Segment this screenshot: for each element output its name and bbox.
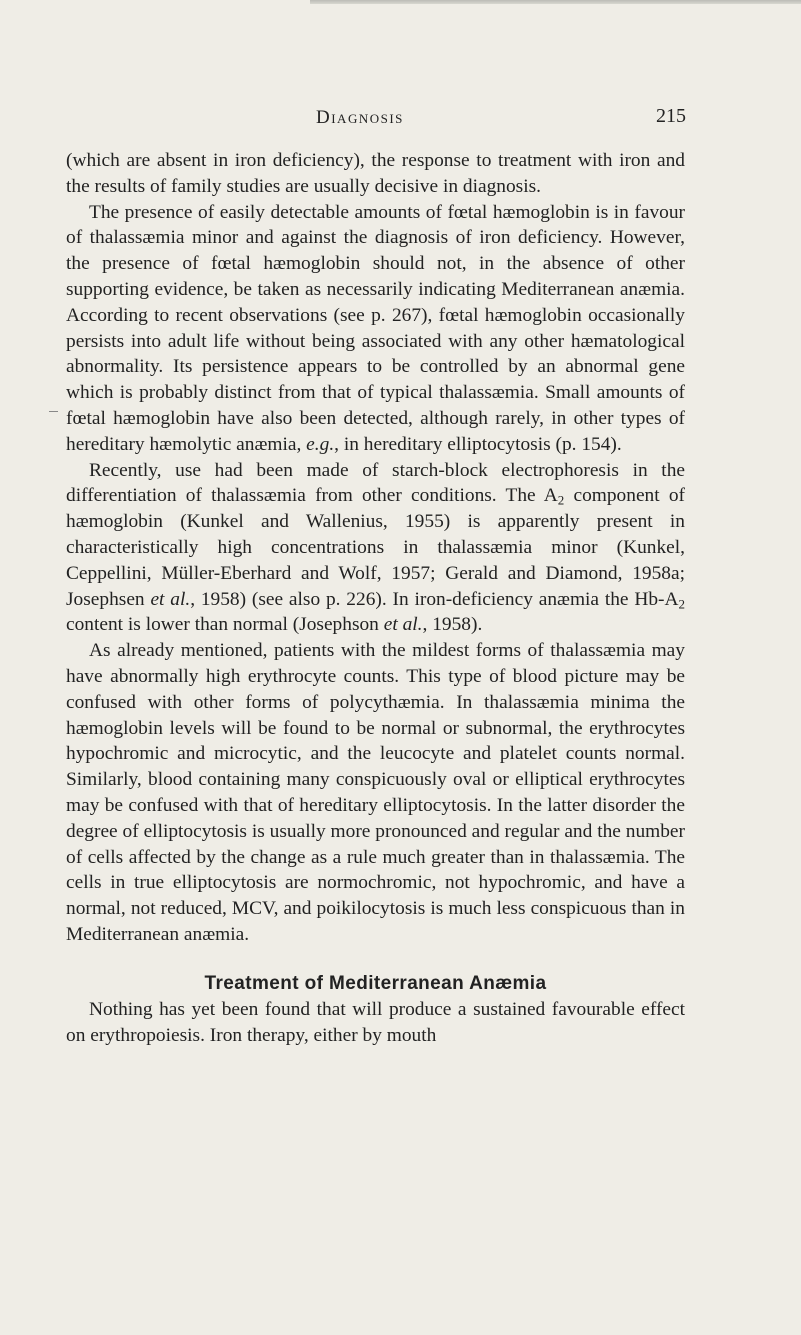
page-header [255,103,689,131]
running-head: Diagnosis [316,107,404,128]
subscript: 2 [678,595,685,611]
paragraph-text: Nothing has yet been found that will produce a sustained favourable effect on erythropoiesis. Iron therapy, either by mouth [66,998,685,1046]
paragraph-text: , 1958). [422,614,483,636]
paragraph [66,458,685,639]
paragraph-text: (which are absent in iron deficiency), the response to treatment with iron and the results of family studies are usually decisive in diagnosis. [66,150,685,197]
paragraph-text: content is lower than normal (Josephson [66,614,384,636]
paragraph [66,638,685,948]
paragraph-text: , 1958) (see also p. 226). In iron-deficiency anæmia the Hb-A [190,588,679,610]
body-text [66,148,685,1048]
paragraph [66,148,685,200]
paragraph [66,997,685,1049]
paragraph-text: component of hæmoglobin (Kunkel and Wallenius, 1955) is apparently present in characteristically high concentrations in thalassæmia minor (Kunkel, Ceppellini, Müller-Eberhard and Wolf, 1957; Gerald and Diamond, 1958a; Josephsen [66,485,685,610]
subscript: 2 [557,492,565,508]
section-heading: Treatment of Mediterranean Anæmia [204,972,547,994]
italic-text: et al. [150,588,191,610]
margin-mark [49,411,58,412]
italic-text: e.g. [306,433,335,455]
paragraph [66,200,685,458]
paragraph-text: As already mentioned, patients with the mildest forms of thalassæmia may have abnormally high erythrocyte counts. This type of blood picture may be confused with other forms of polycythæmia. In thalassæmia minima the hæmoglobin levels will be found to be normal or subnormal, the erythrocytes hypochromic and microcytic, and the leucocyte and platelet counts normal. Similarly, blood containing many conspicuously oval or elliptical erythrocytes may be confused with that of hereditary elliptocytosis. In the latter disorder the degree of elliptocytosis is usually more pronounced and regular and the number of cells affected by the change as a rule much greater than in thalassæmia. The cells in true elliptocytosis are normochromic, not hypochromic, and have a normal, not reduced, MCV, and poikilocytosis is much less conspicuous than in Mediterranean anæmia. [66,640,685,945]
page-top-edge [310,0,801,4]
page-number: 215 [656,105,686,127]
paragraph-text: , in hereditary elliptocytosis (p. 154). [334,433,622,455]
paragraph-text: The presence of easily detectable amounts of fœtal hæmoglobin is in favour of thalassæmia minor and against the diagnosis of iron deficiency. However, the presence of fœtal hæmoglobin should not, in the absence of other supporting evidence, be taken as necessarily indicating Mediterranean anæmia. According to recent observations (see p. 267), fœtal hæmoglobin occasionally persists into adult life without being associated with any other hæmatological abnormality. Its persistence appears to be controlled by an abnormal gene which is probably distinct from that of typical thalassæmia. Small amounts of fœtal hæmoglobin have also been detected, although rarely, in other types of hereditary hæmolytic anæmia, [66,201,685,455]
italic-text: et al. [383,614,423,636]
paragraph-text: Recently, use had been made of starch-block electrophoresis in the differentiation of thalassæmia from other conditions. The A [66,459,685,507]
